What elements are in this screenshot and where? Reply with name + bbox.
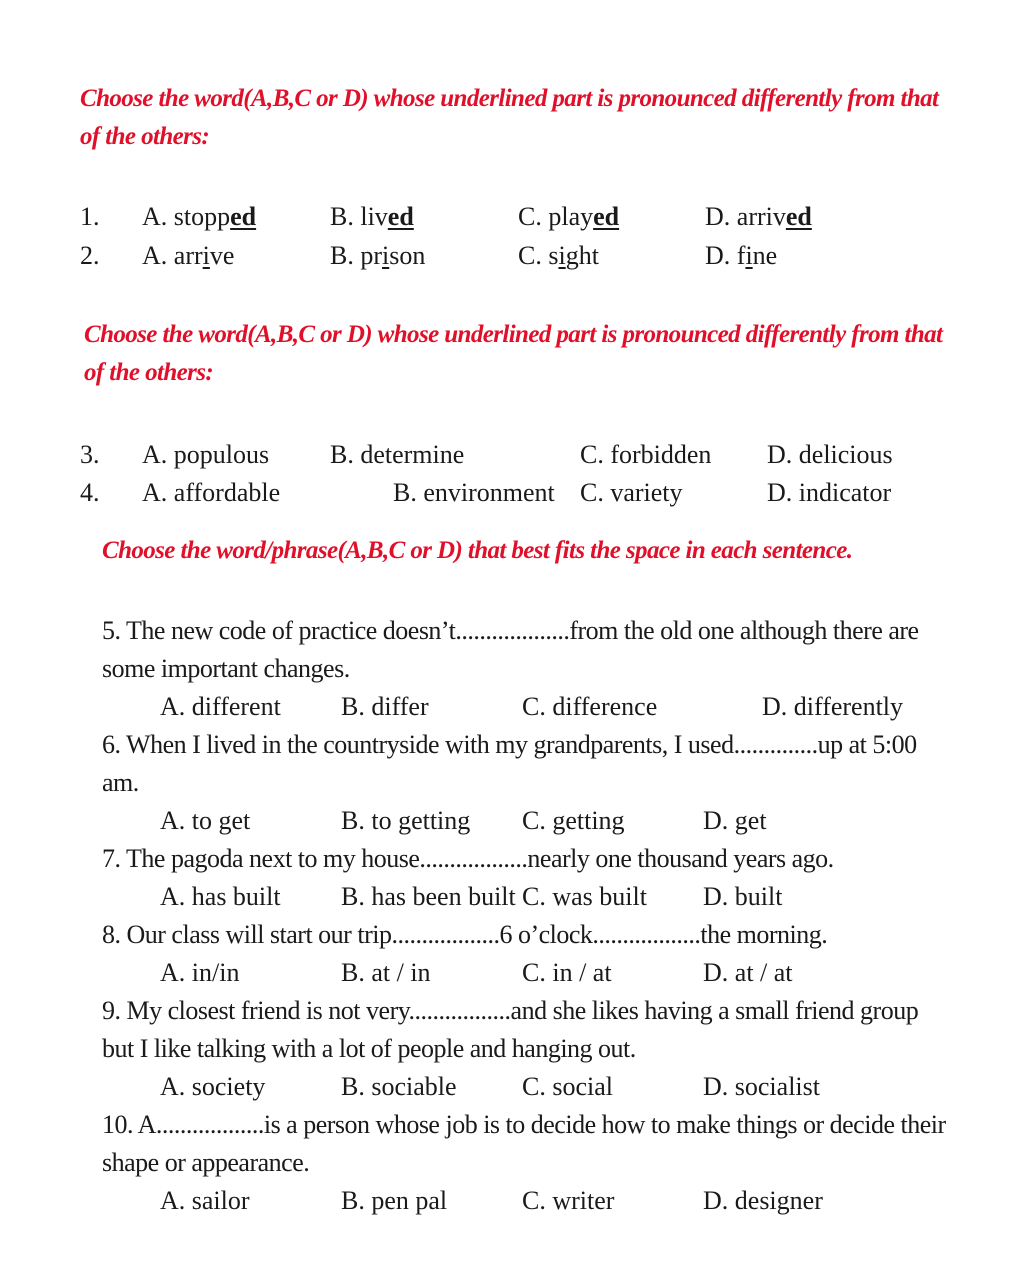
option-b[interactable]: B. at / in bbox=[341, 958, 431, 987]
option-d[interactable]: D. delicious bbox=[767, 440, 893, 469]
option-b[interactable]: B. pen pal bbox=[341, 1186, 448, 1215]
option-d[interactable]: D. socialist bbox=[703, 1072, 820, 1101]
question-number: 4. bbox=[80, 478, 100, 507]
question-text-10: 10. A..................is a person whose job is to decide how to make things or decide their shape or appearance. bbox=[102, 1110, 946, 1177]
question-text-6: 6. When I lived in the countryside with my grandparents, I used..............up at 5:00 am. bbox=[102, 730, 917, 797]
option-b[interactable]: B. environment bbox=[393, 478, 555, 507]
option-d[interactable]: D. at / at bbox=[703, 958, 793, 987]
option-a[interactable]: A. affordable bbox=[142, 478, 281, 507]
option-d[interactable]: D. arrived bbox=[705, 202, 812, 231]
option-a[interactable]: A. populous bbox=[142, 440, 270, 469]
option-c[interactable]: C. variety bbox=[580, 478, 683, 507]
option-a[interactable]: A. society bbox=[160, 1072, 266, 1101]
option-d[interactable]: D. designer bbox=[703, 1186, 823, 1215]
option-d[interactable]: D. get bbox=[703, 806, 767, 835]
question-text-5: 5. The new code of practice doesn’t...................from the old one although there are some important changes. bbox=[102, 616, 919, 683]
instruction-pronunciation-2: Choose the word(A,B,C or D) whose underlined part is pronounced differently from that of the others: bbox=[84, 321, 943, 386]
option-b[interactable]: B. determine bbox=[330, 440, 465, 469]
option-c[interactable]: C. in / at bbox=[522, 958, 612, 987]
option-c[interactable]: C. writer bbox=[522, 1186, 615, 1215]
question-number: 1. bbox=[80, 202, 100, 231]
option-a[interactable]: A. has built bbox=[160, 882, 281, 911]
option-c[interactable]: C. getting bbox=[522, 806, 625, 835]
option-c[interactable]: C. was built bbox=[522, 882, 647, 911]
question-text-7: 7. The pagoda next to my house..................nearly one thousand years ago. bbox=[102, 844, 834, 873]
option-b[interactable]: B. to getting bbox=[341, 806, 471, 835]
option-a[interactable]: A. stopped bbox=[142, 202, 257, 231]
option-b[interactable]: B. prison bbox=[330, 241, 426, 270]
option-c[interactable]: C. difference bbox=[522, 692, 658, 721]
option-d[interactable]: D. indicator bbox=[767, 478, 892, 507]
option-a[interactable]: A. in/in bbox=[160, 958, 240, 987]
option-a[interactable]: A. arrive bbox=[142, 241, 235, 270]
option-a[interactable]: A. to get bbox=[160, 806, 251, 835]
option-c[interactable]: C. social bbox=[522, 1072, 613, 1101]
instruction-pronunciation-1: Choose the word(A,B,C or D) whose underlined part is pronounced differently from that of the others: bbox=[80, 85, 939, 150]
option-b[interactable]: B. sociable bbox=[341, 1072, 457, 1101]
question-text-9: 9. My closest friend is not very.................and she likes having a small friend group but I like talking with a lot of people and hanging out. bbox=[102, 996, 919, 1063]
option-c[interactable]: C. sight bbox=[518, 241, 599, 270]
option-d[interactable]: D. built bbox=[703, 882, 783, 911]
option-a[interactable]: A. different bbox=[160, 692, 281, 721]
option-d[interactable]: D. differently bbox=[762, 692, 904, 721]
option-c[interactable]: C. played bbox=[518, 202, 620, 231]
option-b[interactable]: B. lived bbox=[330, 202, 414, 231]
option-d[interactable]: D. fine bbox=[705, 241, 778, 270]
question-number: 2. bbox=[80, 241, 100, 270]
instruction-fill-in: Choose the word/phrase(A,B,C or D) that best fits the space in each sentence. bbox=[102, 537, 853, 564]
option-a[interactable]: A. sailor bbox=[160, 1186, 250, 1215]
option-b[interactable]: B. has been built bbox=[341, 882, 516, 911]
option-c[interactable]: C. forbidden bbox=[580, 440, 712, 469]
option-b[interactable]: B. differ bbox=[341, 692, 429, 721]
question-number: 3. bbox=[80, 440, 100, 469]
question-text-8: 8. Our class will start our trip..................6 o’clock..................the morning. bbox=[102, 920, 828, 949]
